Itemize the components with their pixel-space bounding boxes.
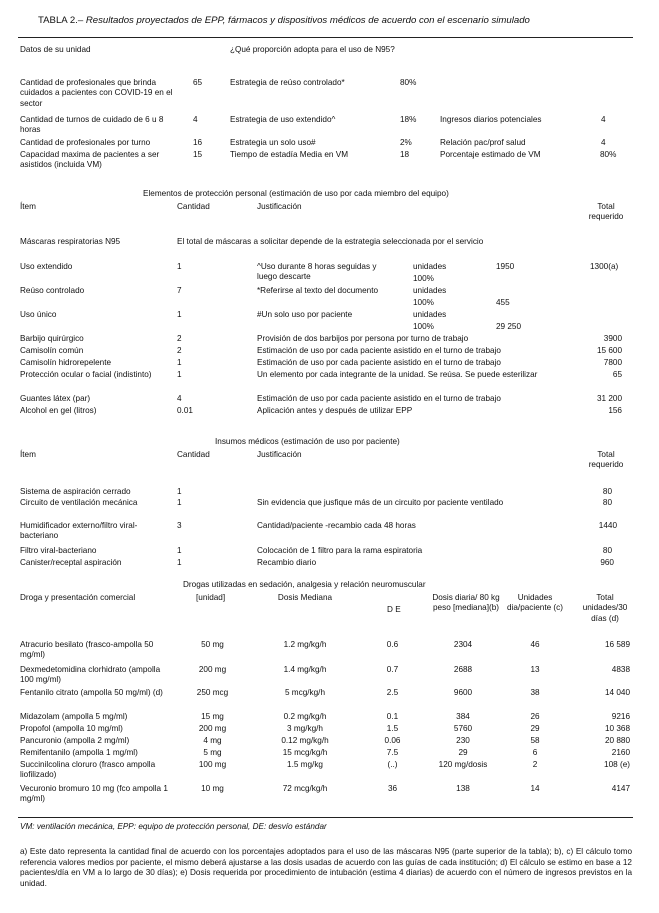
drug-units-5: 29 [530,724,540,733]
drug-drug-9: Vecuronio bromuro 10 mg (fco ampolla 1 mg/ml) [20,784,168,804]
drug-total-5: 10 368 [604,724,630,733]
drug-drug-5: Propofol (ampolla 10 mg/ml) [20,724,123,733]
unit-label-1: Cantidad de profesionales que brinda cuidados a pacientes con COVID-19 en el sector [20,78,173,108]
epp-item-6: Alcohol en gel (litros) [20,406,97,415]
drug-unit-8: 100 mg [198,760,227,769]
unit-extra-value-3: 4 [601,138,606,147]
unit-value-3: 16 [193,138,203,147]
insumo-total-3: 1440 [598,521,617,530]
mask-num-3: 29 250 [496,322,522,331]
epp-total-6: 156 [608,406,622,415]
drug-de-7: 7.5 [386,748,399,757]
epp-total-3: 7800 [603,358,622,367]
table-caption: Resultados proyectados de EPP, fármacos y dispositivos médicos de acuerdo con el escenario simulado [85,15,530,26]
drug-total-3: 14 040 [604,688,630,697]
insumo-qty-2: 1 [177,498,182,507]
drug-drug-2: Dexmedetomidina clorhidrato (ampolla 100 mg/ml) [20,665,161,685]
mask-qty-2: 7 [177,286,182,295]
drug-daily-8: 120 mg/dosis [438,760,488,769]
mask-unit-2: unidades [413,286,447,295]
unit-extra-label-2: Ingresos diarios potenciales [440,115,542,124]
epp-just-3: Estimación de uso por cada paciente asistido en el turno de trabajo [257,358,501,367]
mask-unit-1: unidades [413,262,447,271]
mask-unit-3: unidades [413,310,447,319]
drug-dose-1: 1.2 mg/kg/h [283,640,327,649]
epp-just-5: Estimación de uso por cada paciente asistido en el turno de trabajo [257,394,501,403]
drug-dose-3: 5 mcg/kg/h [284,688,326,697]
unit-strategy-1: Estrategia de reúso controlado* [230,78,345,87]
epp-qty-1: 2 [177,334,182,343]
mask-row-item: Máscaras respiratorias N95 [20,237,121,246]
drug-dose-2: 1.4 mg/kg/h [283,665,327,674]
top-rule [18,37,633,38]
insumo-just-2: Sin evidencia que jusfique más de un circuito por paciente ventilado [257,498,504,507]
table-label: TABLA 2.– [38,15,84,26]
drug-total-9: 4147 [611,784,630,793]
drug-units-4: 26 [530,712,540,721]
n95-question: ¿Qué proporción adopta para el uso de N95? [230,45,395,54]
epp-total-4: 65 [612,370,622,379]
insumo-just-3: Cantidad/paciente -recambio cada 48 horas [257,521,416,530]
drug-daily-6: 230 [456,736,470,745]
drug-units-8: 2 [532,760,538,769]
drug-dose-4: 0.2 mg/kg/h [283,712,327,721]
drug-total-6: 20 880 [604,736,630,745]
mask-just-2: *Referirse al texto del documento [257,286,379,295]
drug-total-7: 2160 [611,748,630,757]
drug-drug-6: Pancuronio (ampolla 2 mg/ml) [20,736,130,745]
drug-unit-4: 15 mg [201,712,224,721]
mask-total-1: 1300(a) [590,262,619,271]
insumo-item-4: Filtro viral-bacteriano [20,546,97,555]
drug-total-8: 108 (e) [604,760,630,769]
mask-pct-3: 100% [413,322,434,331]
drug-de-6: 0.06 [384,736,401,745]
insumo-qty-5: 1 [177,558,182,567]
drug-unit-1: 50 mg [201,640,224,649]
drug-drug-1: Atracurio besilato (frasco-ampolla 50 mg/ml) [20,640,154,660]
insumo-item-2: Circuito de ventilación mecánica [20,498,138,507]
epp-item-4: Protección ocular o facial (indistinto) [20,370,152,379]
drug-units-2: 13 [530,665,540,674]
drug-de-4: 0.1 [386,712,399,721]
drug-total-4: 9216 [611,712,630,721]
drug-de-5: 1.5 [386,724,399,733]
drogas-header-total: Total unidades/30 días (d) [582,593,628,623]
drug-dose-5: 3 mg/kg/h [287,724,323,733]
insumos-header-just: Justificación [257,450,302,459]
unit-value-4: 15 [193,150,203,159]
footnote-notes: a) Este dato representa la cantidad final de acuerdo con los porcentajes adoptados para el uso de las máscaras N95 (parte superior de la tabla); b), c) El cálculo tomo referencia valores medios por paciente, el mismo deberá ajustarse a las dosis usadas de acuerdo con las guías de cada institución; d) El cálculo se estimo en base a 12 pacientes/día en VM a lo largo de 30 días); e) Dosis requerida por procedimiento de intubación (estima 4 diarias) de acuerdo con el número de ingresos previstos en la unidad. [20,847,632,888]
epp-section-title: Elementos de protección personal (estimación de uso por cada miembro del equipo) [143,189,449,198]
insumo-total-1: 80 [602,487,612,496]
unit-pct-2: 18% [400,115,417,124]
unit-extra-label-4: Porcentaje estimado de VM [440,150,541,159]
drogas-section-title: Drogas utilizadas en sedación, analgesia y relación neuromuscular [183,580,426,589]
epp-header-qty: Cantidad [177,202,210,211]
insumo-total-4: 80 [602,546,612,555]
drug-total-1: 16 589 [604,640,630,649]
epp-total-1: 3900 [603,334,622,343]
drug-dose-7: 15 mcg/kg/h [282,748,328,757]
insumo-qty-1: 1 [177,487,182,496]
insumo-just-4: Colocación de 1 filtro para la rama espiratoria [257,546,423,555]
insumo-qty-3: 3 [177,521,182,530]
epp-just-1: Provisión de dos barbijos por persona por turno de trabajo [257,334,469,343]
drug-drug-4: Midazolam (ampolla 5 mg/ml) [20,712,128,721]
footnote-abbrev: VM: ventilación mecánica, EPP: equipo de protección personal, DE: desvío estándar [20,822,327,831]
mask-num-2: 455 [496,298,510,307]
insumos-header-item: Ítem [20,450,36,459]
epp-qty-4: 1 [177,370,182,379]
mask-qty-3: 1 [177,310,182,319]
mask-pct-1: 100% [413,274,434,283]
drogas-header-daily: Dosis diaria/ 80 kg peso [mediana](b) [432,593,500,613]
epp-qty-5: 4 [177,394,182,403]
drug-unit-3: 250 mcg [196,688,229,697]
epp-item-1: Barbijo quirúrgico [20,334,84,343]
drug-dose-8: 1.5 mg/kg [287,760,323,769]
drug-unit-5: 200 mg [198,724,227,733]
mask-row-just: El total de máscaras a solicitar depende de la estrategia seleccionada por el servicio [177,237,484,246]
drug-de-2: 0.7 [386,665,399,674]
drug-daily-5: 5760 [453,724,473,733]
epp-qty-2: 2 [177,346,182,355]
mask-item-1: Uso extendido [20,262,73,271]
drug-drug-8: Succinilcolina cloruro (frasco ampolla liofilizado) [20,760,156,780]
unit-pct-3: 2% [400,138,412,147]
insumo-total-5: 960 [600,558,614,567]
mask-just-3: #Un solo uso por paciente [257,310,353,319]
mask-qty-1: 1 [177,262,182,271]
epp-item-3: Camisolín hidrorepelente [20,358,112,367]
unit-heading: Datos de su unidad [20,45,91,54]
unit-strategy-2: Estrategia de uso extendido^ [230,115,336,124]
epp-total-5: 31 200 [596,394,622,403]
drogas-header-units: Unidades dia/paciente (c) [507,593,563,613]
drug-unit-6: 4 mg [203,736,222,745]
unit-pct-4: 18 [400,150,410,159]
epp-qty-6: 0.01 [177,406,193,415]
epp-header-item: Ítem [20,202,36,211]
insumos-section-title: Insumos médicos (estimación de uso por paciente) [215,437,400,446]
unit-pct-1: 80% [400,78,417,87]
unit-value-1: 65 [193,78,203,87]
drogas-header-de: D E [387,605,401,614]
unit-label-3: Cantidad de profesionales por turno [20,138,151,147]
insumo-item-3: Humidificador externo/filtro viral-bacteriano [20,521,138,541]
drug-daily-9: 138 [456,784,470,793]
drug-daily-2: 2688 [453,665,473,674]
drug-units-7: 6 [532,748,538,757]
insumo-qty-4: 1 [177,546,182,555]
mask-item-2: Reúso controlado [20,286,85,295]
drug-unit-2: 200 mg [198,665,227,674]
unit-strategy-4: Tiempo de estadía Media en VM [230,150,349,159]
insumos-header-total: Total requerido [588,450,624,470]
mask-pct-2: 100% [413,298,434,307]
unit-label-4: Capacidad maxima de pacientes a ser asistidos (incluida VM) [20,150,160,170]
drug-units-6: 58 [530,736,540,745]
drug-units-1: 46 [530,640,540,649]
drug-de-3: 2.5 [386,688,399,697]
drogas-header-drug: Droga y presentación comercial [20,593,136,602]
epp-header-just: Justificación [257,202,302,211]
drug-dose-6: 0.12 mg/kg/h [281,736,329,745]
drug-total-2: 4838 [611,665,630,674]
mask-num-1: 1950 [496,262,515,271]
drug-de-1: 0.6 [386,640,399,649]
drug-unit-9: 10 mg [201,784,224,793]
mask-just-1: ^Uso durante 8 horas seguidas y luego descarte [257,262,377,282]
insumos-header-qty: Cantidad [177,450,210,459]
bottom-rule [18,817,633,818]
drogas-header-dose: Dosis Mediana [277,593,333,602]
drug-daily-4: 384 [456,712,470,721]
mask-item-3: Uso único [20,310,57,319]
drug-units-3: 38 [530,688,540,697]
insumo-item-5: Canister/receptal aspiración [20,558,122,567]
unit-strategy-3: Estrategia un solo uso# [230,138,316,147]
epp-just-4: Un elemento por cada integrante de la unidad. Se reúsa. Se puede esterilizar [257,370,538,379]
epp-header-total: Total requerido [588,202,624,222]
drug-daily-1: 2304 [453,640,473,649]
drug-daily-3: 9600 [453,688,473,697]
insumo-item-1: Sistema de aspiración cerrado [20,487,131,496]
epp-qty-3: 1 [177,358,182,367]
epp-just-2: Estimación de uso por cada paciente asistido en el turno de trabajo [257,346,501,355]
epp-total-2: 15 600 [596,346,622,355]
drug-de-9: 36 [387,784,398,793]
drug-de-8: (..) [387,760,398,769]
drug-dose-9: 72 mcg/kg/h [282,784,328,793]
unit-extra-label-3: Relación pac/prof salud [440,138,526,147]
epp-item-5: Guantes látex (par) [20,394,91,403]
unit-extra-value-4: 80% [600,150,617,159]
drug-unit-7: 5 mg [203,748,222,757]
unit-value-2: 4 [193,115,198,124]
insumo-total-2: 80 [602,498,612,507]
unit-label-2: Cantidad de turnos de cuidado de 6 u 8 horas [20,115,164,135]
drug-units-9: 14 [530,784,540,793]
unit-extra-value-2: 4 [601,115,606,124]
epp-item-2: Camisolín común [20,346,84,355]
insumo-just-5: Recambio diario [257,558,317,567]
drug-daily-7: 29 [458,748,468,757]
table-title [38,15,530,27]
drogas-header-unit: [unidad] [196,593,226,602]
epp-just-6: Aplicación antes y después de utilizar EPP [257,406,413,415]
drug-drug-3: Fentanilo citrato (ampolla 50 mg/ml) (d) [20,688,163,697]
drug-drug-7: Remifentanilo (ampolla 1 mg/ml) [20,748,138,757]
